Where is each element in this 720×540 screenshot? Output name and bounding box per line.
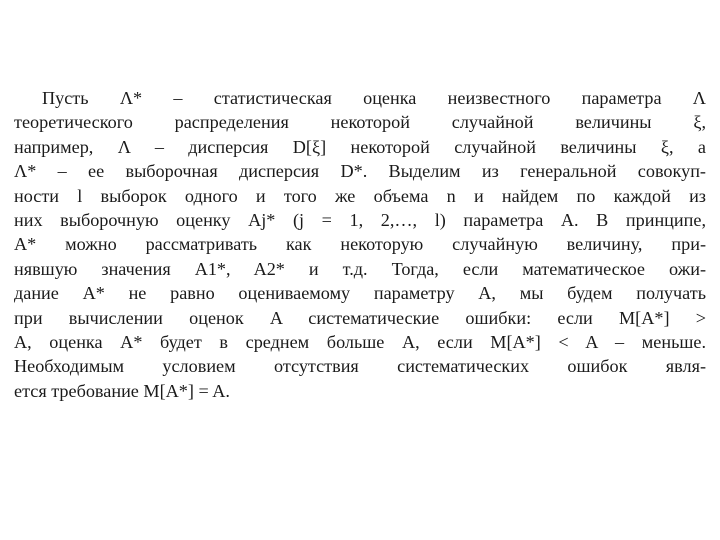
text-line-5: ности l выборок одного и того же объема n и найдем по каждой из [14,185,706,206]
text-line-2: теоретического распределения некоторой случайной величины ξ, [14,112,706,133]
text-line-4: Λ* – ее выборочная дисперсия D*. Выделим из генеральной совокуп- [14,161,706,182]
text-line-1: Пусть Λ* – статистическая оценка неизвестного параметра Λ [42,88,706,108]
text-line-3: например, Λ – дисперсия D[ξ] некоторой случайной величины ξ, а [14,136,706,157]
text-line-10: при вычислении оценок A систематические ошибки: если M[A*] > [14,307,706,328]
text-line-11: A, оценка A* будет в среднем больше A, если M[A*] < A – меньше. [14,331,706,352]
text-line-6: них выборочную оценку Aj* (j = 1, 2,…, l) параметра A. В принципе, [14,209,706,230]
text-line-13: ется требование M[A*] = A. [14,380,230,401]
text-line-9: дание A* не равно оцениваемому параметру A, мы будем получать [14,283,706,304]
paragraph [14,86,706,403]
text-line-7: A* можно рассматривать как некоторую случайную величину, при- [14,234,706,255]
text-line-12: Необходимым условием отсутствия систематических ошибок явля- [14,356,706,377]
text-line-8: нявшую значения A1*, A2* и т.д. Тогда, если математическое ожи- [14,258,706,279]
